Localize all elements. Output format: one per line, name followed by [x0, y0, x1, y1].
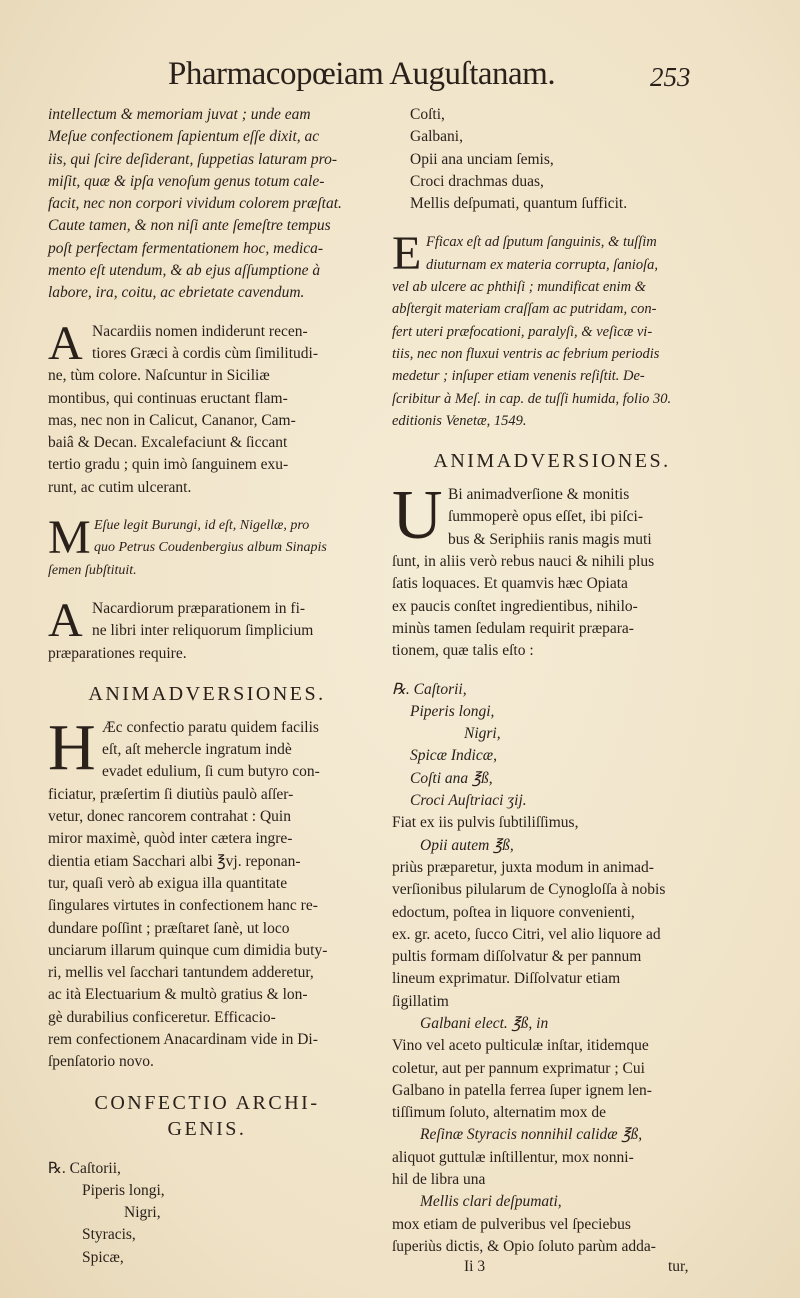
text-line: Fiat ex iis pulvis ſubtiliſſimus, [392, 814, 579, 832]
text-line: baiâ & Decan. Excalefaciunt & ſiccant [48, 434, 288, 452]
text-line: ſingulares virtutes in confectionem hanc re- [48, 897, 318, 915]
text-line: medetur ; inſuper etiam venenis reſiſtit. De- [392, 368, 645, 385]
text-line: Eſue legit Burungi, id eſt, Nigellæ, pro [94, 518, 310, 534]
text-line: labore, ira, coitu, ac ebrietate cavendum. [48, 284, 305, 302]
recipe-continued [392, 104, 712, 215]
recipe-item: Spicæ Indicæ, [410, 747, 497, 765]
text-line: Nacardiorum præparationem in fi- [92, 599, 306, 617]
recipe-item: Nigri, [124, 1204, 161, 1222]
recipe-item: Styracis, [82, 1226, 136, 1244]
text-line: bus & Seriphiis ranis magis muti [448, 530, 652, 548]
text-line: vetur, donec rancorem contrahat : Quin [48, 808, 291, 826]
text-line: Galbani elect. ℥ß, in [420, 1014, 549, 1032]
text-line: fert uteri præfocationi, paralyſi, & veſicæ vi- [392, 323, 653, 340]
text-line: mento eſt utendum, & ab ejus aſſumptione à [48, 262, 321, 280]
text-line: Meſue confectionem ſapientum eſſe dixit, ac [48, 128, 320, 146]
text-line: ex. gr. aceto, ſucco Citri, vel alio liquore ad [392, 925, 661, 943]
text-line: tiſſimum ſoluto, alternatim mox de [392, 1104, 606, 1122]
paragraph-haec-confectio [48, 710, 366, 1074]
recipe-item: ℞. Caſtorii, [392, 680, 467, 698]
text-line: præparationes require. [48, 644, 187, 662]
recipe-item: Opii ana unciam ſemis, [410, 150, 554, 168]
text-line: eſt, aſt mehercle ingratum indè [102, 741, 292, 759]
paragraph-efficax [392, 227, 712, 432]
catchword: tur, [668, 1258, 689, 1276]
page-number: 253 [650, 62, 691, 92]
section-heading: ANIMADVERSIONES. [88, 682, 326, 705]
text-line: tur, quaſi verò ab exigua illa quantitate [48, 874, 288, 892]
text-line: ſummoperè opus eſſet, ibi piſci- [448, 508, 643, 526]
text-line: Caute tamen, & non niſi ante ſemeſtre tempus [48, 217, 331, 235]
recipe-item: Croci drachmas duas, [410, 172, 544, 190]
text-line: Galbano in patella ferrea ſuper ignem len- [392, 1081, 652, 1099]
text-line: ac ità Electuarium & multò gratius & lon- [48, 986, 308, 1004]
text-line: facit, nec non corpori vividum colorem præſtat. [48, 195, 342, 213]
drop-cap: A [48, 316, 83, 370]
recipe-item: Coſti, [410, 106, 445, 123]
text-line: runt, ac cutim ulcerant. [48, 478, 192, 496]
text-line: ne libri inter reliquorum ſimplicium [92, 622, 314, 640]
text-line: aliquot guttulæ inſtillentur, mox nonni- [392, 1148, 634, 1166]
text-line: vel ab ulcere ac phthiſi ; mundificat enim & [392, 279, 646, 296]
text-line: edoctum, poſtea in liquore convenienti, [392, 903, 635, 921]
drop-cap: M [48, 511, 91, 565]
text-line: verſionibus pilularum de Cynogloſſa à nobis [392, 881, 666, 899]
section-heading: ANIMADVERSIONES. [433, 450, 671, 473]
text-line: diuturnam ex materia corrupta, ſanioſa, [426, 256, 658, 273]
left-column [48, 104, 366, 1269]
drop-cap: E [392, 227, 422, 281]
text-line: rem confectionem Anacardinam vide in Di- [48, 1030, 318, 1048]
recipe-list [392, 679, 712, 813]
text-line: ſatis loquaces. Et quamvis hæc Opiata [392, 575, 628, 593]
recipe-item: Spicæ, [82, 1248, 124, 1266]
text-line: ficiatur, præſertim ſi diutiùs paulò aſſer- [48, 785, 294, 803]
text-line: editionis Venetæ, 1549. [392, 412, 527, 429]
text-line: quo Petrus Coudenbergius album Sinapis [94, 540, 327, 556]
text-line: dientia etiam Sacchari albi ℥vj. reponan- [48, 852, 301, 870]
page-footer [392, 1258, 712, 1280]
text-line: miror maximè, quòd inter cætera ingre- [48, 830, 293, 848]
text-line: ſemen ſubſtituit. [48, 562, 137, 578]
paragraph-anacardiorum [48, 593, 366, 665]
recipe-item: Croci Auſtriaci ʒij. [410, 792, 527, 810]
recipe-list [48, 1158, 366, 1269]
text-line: poſt perfectam fermentationem hoc, medica- [48, 239, 324, 257]
text-line: Fficax eſt ad ſputum ſanguinis, & tuſſim [426, 234, 657, 251]
recipe-item: Coſti ana ℥ß, [410, 769, 493, 787]
text-line: hil de libra una [392, 1171, 486, 1189]
recipe-item: Galbani, [410, 128, 463, 146]
text-line: tiores Græci à cordis cùm ſimilitudi- [92, 344, 318, 362]
text-line: unciarum illarum quinque cum dimidia buty- [48, 941, 328, 959]
text-line: gè durabilius conficeretur. Efficacio- [48, 1008, 276, 1026]
section-heading: GENIS. [167, 1117, 247, 1140]
text-line: tertio gradu ; quin imò ſanguinem exu- [48, 456, 289, 474]
text-line: tiis, nec non fluxui ventris ac febrium periodis [392, 345, 660, 362]
text-line: coletur, aut per pannum exprimatur ; Cui [392, 1059, 645, 1077]
drop-cap: A [48, 593, 83, 647]
recipe-item: Mellis deſpumati, quantum ſufficit. [410, 195, 628, 213]
text-line: lineum exprimatur. Diſſolvatur etiam [392, 970, 621, 988]
text-line: Mellis clari deſpumati, [420, 1193, 562, 1211]
text-line: dundare poſſint ; præſtaret ſanè, ut loco [48, 919, 290, 937]
page-header [0, 56, 800, 100]
text-line: Opii autem ℥ß, [420, 836, 514, 854]
text-line: Reſinæ Styracis nonnihil calidæ ℥ß, [420, 1126, 643, 1144]
right-column [392, 104, 712, 1280]
text-line: ſpenſatorio novo. [48, 1053, 154, 1071]
drop-cap: H [48, 710, 96, 784]
text-line: ex paucis conſtet ingredientibus, nihilo- [392, 597, 638, 615]
intro-text [48, 104, 366, 305]
running-title: Pharmacopœiam Auguſtanam. [168, 56, 556, 92]
text-line: Nacardiis nomen indiderunt recen- [92, 322, 308, 340]
text-line: mox etiam de pulveribus vel ſpeciebus [392, 1215, 631, 1233]
recipe-item: Piperis longi, [410, 702, 495, 720]
text-line: ſcribitur à Meſ. in cap. de tuſſi humida, folio 30. [392, 390, 672, 407]
paragraph-anacardiis [48, 316, 366, 499]
text-line: minùs tamen ſedulam requirit præpara- [392, 619, 634, 637]
text-line: ſuperiùs dictis, & Opio ſoluto parùm adda- [392, 1237, 656, 1255]
paragraph-mesue [48, 511, 366, 582]
text-line: tionem, quæ talis eſto : [392, 642, 534, 660]
text-line: ſunt, in aliis verò rebus nauci & nihili plus [392, 553, 655, 571]
section-heading: CONFECTIO ARCHI- [94, 1091, 320, 1114]
text-line: miſit, quæ & ipſa venoſum genus totum cale- [48, 172, 325, 190]
text-line: priùs præparetur, juxta modum in animad- [392, 858, 654, 876]
text-line: Æc confectio paratu quidem facilis [102, 718, 319, 736]
text-line: mas, nec non in Calicut, Cananor, Cam- [48, 411, 296, 429]
recipe-item: Nigri, [464, 725, 501, 743]
text-line: iis, qui ſcire deſiderant, ſuppetias laturam pro- [48, 150, 338, 168]
text-line: abſtergit materiam craſſam ac putridam, con- [392, 301, 657, 318]
recipe-item: Piperis longi, [82, 1181, 165, 1199]
text-line: pultis formam diſſolvatur & per pannum [392, 948, 642, 966]
signature-mark: Ii 3 [464, 1258, 486, 1276]
text-line: ſigillatim [392, 992, 449, 1010]
paragraph-fiat [392, 812, 712, 1258]
drop-cap: U [392, 477, 443, 555]
paragraph-ubi [392, 477, 712, 662]
text-line: Vino vel aceto pulticulæ inſtar, itidemque [392, 1037, 649, 1055]
text-line: montibus, qui continuas eructant flam- [48, 389, 288, 407]
recipe-item: ℞. Caſtorii, [48, 1159, 121, 1177]
text-line: ne, tùm colore. Naſcuntur in Siciliæ [48, 367, 270, 385]
text-line: ri, mellis vel ſacchari tantundem adderetur, [48, 964, 314, 982]
text-line: intellectum & memoriam juvat ; unde eam [48, 106, 311, 123]
text-line: Bi animadverſione & monitis [448, 486, 630, 504]
text-line: evadet edulium, ſi cum butyro con- [102, 763, 320, 781]
